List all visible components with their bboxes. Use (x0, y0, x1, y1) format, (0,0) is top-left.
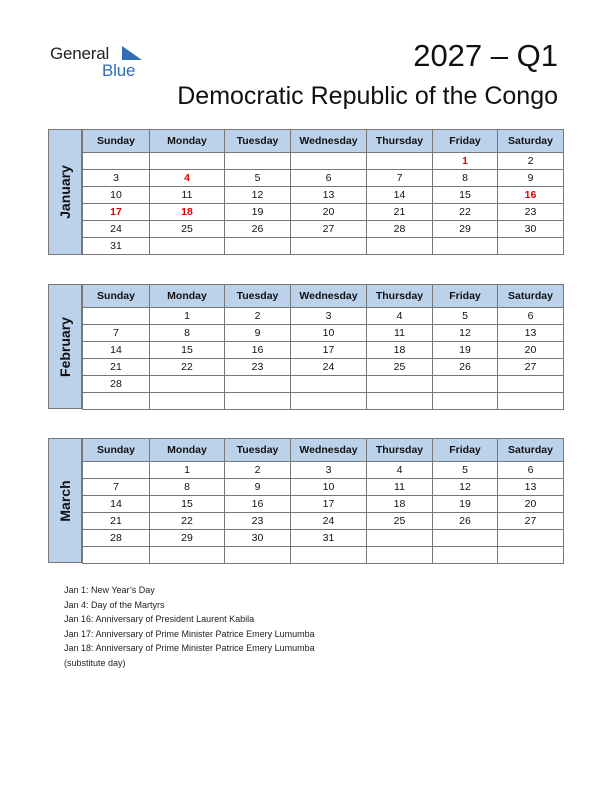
day-cell: 29 (433, 221, 498, 238)
day-cell: 1 (150, 308, 225, 325)
week-row (83, 359, 564, 376)
weekday-header: Friday (433, 285, 498, 308)
calendar-grid (82, 129, 564, 255)
day-cell: 27 (498, 513, 564, 530)
weekday-header: Saturday (498, 285, 564, 308)
weekday-header: Wednesday (291, 130, 367, 153)
day-cell: 20 (291, 204, 367, 221)
day-cell: 3 (83, 170, 150, 187)
day-cell: 9 (498, 170, 564, 187)
day-cell: 1 (150, 462, 225, 479)
day-cell (367, 153, 433, 170)
day-cell: 16 (225, 342, 291, 359)
day-cell: 5 (433, 462, 498, 479)
day-cell: 7 (83, 325, 150, 342)
weekday-header: Friday (433, 439, 498, 462)
day-cell: 18 (367, 342, 433, 359)
day-cell: 21 (83, 513, 150, 530)
day-cell (83, 462, 150, 479)
weekday-header: Sunday (83, 130, 150, 153)
day-cell: 2 (225, 308, 291, 325)
day-cell: 22 (150, 513, 225, 530)
day-cell: 14 (367, 187, 433, 204)
week-row (83, 325, 564, 342)
weekday-header: Tuesday (225, 439, 291, 462)
day-cell (367, 530, 433, 547)
weekday-header: Monday (150, 285, 225, 308)
week-row (83, 238, 564, 255)
day-cell (225, 238, 291, 255)
week-row (83, 513, 564, 530)
day-cell (225, 547, 291, 564)
day-cell: 24 (83, 221, 150, 238)
day-cell (498, 547, 564, 564)
day-cell (367, 393, 433, 410)
week-row (83, 170, 564, 187)
day-cell (150, 547, 225, 564)
country-title: Democratic Republic of the Congo (177, 82, 558, 110)
day-cell (433, 547, 498, 564)
day-cell: 21 (367, 204, 433, 221)
week-row (83, 393, 564, 410)
weekday-header: Tuesday (225, 130, 291, 153)
calendar-grid (82, 284, 564, 410)
day-cell: 6 (498, 462, 564, 479)
page-title: 2027 – Q1 (413, 38, 558, 73)
day-cell: 5 (433, 308, 498, 325)
weekday-header: Friday (433, 130, 498, 153)
day-cell (433, 376, 498, 393)
month-label-bar (48, 129, 82, 255)
day-cell: 21 (83, 359, 150, 376)
weekday-header: Monday (150, 130, 225, 153)
day-cell: 31 (83, 238, 150, 255)
day-cell (498, 376, 564, 393)
day-cell: 24 (291, 513, 367, 530)
day-cell: 11 (150, 187, 225, 204)
day-cell: 15 (150, 342, 225, 359)
day-cell (367, 547, 433, 564)
day-cell: 15 (150, 496, 225, 513)
week-row (83, 496, 564, 513)
day-cell: 2 (225, 462, 291, 479)
week-row (83, 308, 564, 325)
day-cell: 23 (498, 204, 564, 221)
day-cell (367, 238, 433, 255)
day-cell: 19 (433, 342, 498, 359)
month-name: February (57, 316, 73, 377)
week-row (83, 479, 564, 496)
day-cell: 28 (83, 376, 150, 393)
week-row (83, 462, 564, 479)
month-label-bar (48, 284, 82, 409)
week-row (83, 547, 564, 564)
day-cell: 15 (433, 187, 498, 204)
day-cell: 12 (225, 187, 291, 204)
month-label-bar (48, 438, 82, 563)
week-row (83, 530, 564, 547)
day-cell: 6 (498, 308, 564, 325)
day-cell: 3 (291, 308, 367, 325)
day-cell (150, 393, 225, 410)
day-cell: 17 (83, 204, 150, 221)
day-cell: 12 (433, 479, 498, 496)
day-cell: 12 (433, 325, 498, 342)
day-cell: 10 (291, 325, 367, 342)
day-cell (498, 393, 564, 410)
weekday-header: Thursday (367, 439, 433, 462)
day-cell (150, 153, 225, 170)
weekday-header: Sunday (83, 439, 150, 462)
weekday-header: Wednesday (291, 285, 367, 308)
day-cell: 17 (291, 342, 367, 359)
day-cell: 31 (291, 530, 367, 547)
day-cell (498, 238, 564, 255)
logo-blue-text: Blue (102, 61, 136, 80)
weekday-header: Wednesday (291, 439, 367, 462)
day-cell: 26 (225, 221, 291, 238)
day-cell: 29 (150, 530, 225, 547)
holiday-notes (64, 583, 315, 671)
day-cell: 14 (83, 496, 150, 513)
weekday-header: Sunday (83, 285, 150, 308)
day-cell: 20 (498, 496, 564, 513)
day-cell: 23 (225, 359, 291, 376)
weekday-header: Saturday (498, 130, 564, 153)
month-january (48, 129, 563, 255)
day-cell (83, 393, 150, 410)
weekday-header-row (83, 439, 564, 462)
day-cell: 25 (367, 513, 433, 530)
day-cell (291, 153, 367, 170)
weekday-header: Monday (150, 439, 225, 462)
week-row (83, 342, 564, 359)
month-name: March (57, 479, 73, 522)
weekday-header: Saturday (498, 439, 564, 462)
day-cell: 26 (433, 513, 498, 530)
day-cell: 22 (150, 359, 225, 376)
day-cell: 10 (83, 187, 150, 204)
day-cell (83, 547, 150, 564)
day-cell (150, 376, 225, 393)
day-cell: 19 (433, 496, 498, 513)
day-cell: 7 (367, 170, 433, 187)
day-cell: 8 (150, 325, 225, 342)
holiday-note: (substitute day) (64, 657, 126, 668)
day-cell: 13 (498, 479, 564, 496)
day-cell: 27 (498, 359, 564, 376)
day-cell: 1 (433, 153, 498, 170)
day-cell: 28 (367, 221, 433, 238)
day-cell: 25 (367, 359, 433, 376)
week-row (83, 204, 564, 221)
day-cell: 19 (225, 204, 291, 221)
generalblue-logo (50, 44, 150, 84)
day-cell: 2 (498, 153, 564, 170)
day-cell: 9 (225, 479, 291, 496)
day-cell: 4 (367, 308, 433, 325)
day-cell: 3 (291, 462, 367, 479)
day-cell (291, 547, 367, 564)
day-cell (83, 153, 150, 170)
day-cell: 6 (291, 170, 367, 187)
weekday-header: Tuesday (225, 285, 291, 308)
day-cell: 14 (83, 342, 150, 359)
month-name: January (57, 165, 73, 219)
weekday-header-row (83, 130, 564, 153)
week-row (83, 153, 564, 170)
day-cell: 27 (291, 221, 367, 238)
day-cell: 25 (150, 221, 225, 238)
day-cell (150, 238, 225, 255)
day-cell: 30 (498, 221, 564, 238)
day-cell (225, 153, 291, 170)
logo-general-text: General (50, 44, 110, 63)
day-cell (433, 238, 498, 255)
day-cell (433, 530, 498, 547)
day-cell (225, 376, 291, 393)
day-cell (291, 393, 367, 410)
holiday-note: Jan 16: Anniversary of President Laurent Kabila (64, 614, 255, 625)
day-cell: 10 (291, 479, 367, 496)
day-cell: 23 (225, 513, 291, 530)
weekday-header: Thursday (367, 130, 433, 153)
day-cell: 8 (150, 479, 225, 496)
day-cell (225, 393, 291, 410)
day-cell: 16 (225, 496, 291, 513)
week-row (83, 376, 564, 393)
day-cell: 16 (498, 187, 564, 204)
weekday-header-row (83, 285, 564, 308)
holiday-note: Jan 4: Day of the Martyrs (64, 599, 165, 610)
day-cell: 22 (433, 204, 498, 221)
day-cell: 4 (150, 170, 225, 187)
day-cell: 30 (225, 530, 291, 547)
day-cell (367, 376, 433, 393)
month-march (48, 438, 563, 563)
week-row (83, 221, 564, 238)
holiday-note: Jan 1: New Year’s Day (64, 585, 155, 595)
day-cell: 11 (367, 325, 433, 342)
day-cell: 18 (150, 204, 225, 221)
week-row (83, 187, 564, 204)
day-cell (433, 393, 498, 410)
day-cell (291, 376, 367, 393)
day-cell: 8 (433, 170, 498, 187)
day-cell (498, 530, 564, 547)
day-cell (83, 308, 150, 325)
day-cell: 13 (291, 187, 367, 204)
day-cell: 11 (367, 479, 433, 496)
day-cell: 24 (291, 359, 367, 376)
day-cell: 7 (83, 479, 150, 496)
day-cell: 13 (498, 325, 564, 342)
day-cell: 26 (433, 359, 498, 376)
day-cell: 9 (225, 325, 291, 342)
day-cell: 5 (225, 170, 291, 187)
holiday-note: Jan 17: Anniversary of Prime Minister Patrice Emery Lumumba (64, 628, 315, 639)
logo-triangle-icon (122, 46, 142, 60)
day-cell: 28 (83, 530, 150, 547)
holiday-note: Jan 18: Anniversary of Prime Minister Patrice Emery Lumumba (64, 643, 315, 654)
day-cell: 17 (291, 496, 367, 513)
day-cell: 18 (367, 496, 433, 513)
weekday-header: Thursday (367, 285, 433, 308)
calendar-grid (82, 438, 564, 564)
day-cell: 20 (498, 342, 564, 359)
day-cell: 4 (367, 462, 433, 479)
day-cell (291, 238, 367, 255)
month-february (48, 284, 563, 409)
